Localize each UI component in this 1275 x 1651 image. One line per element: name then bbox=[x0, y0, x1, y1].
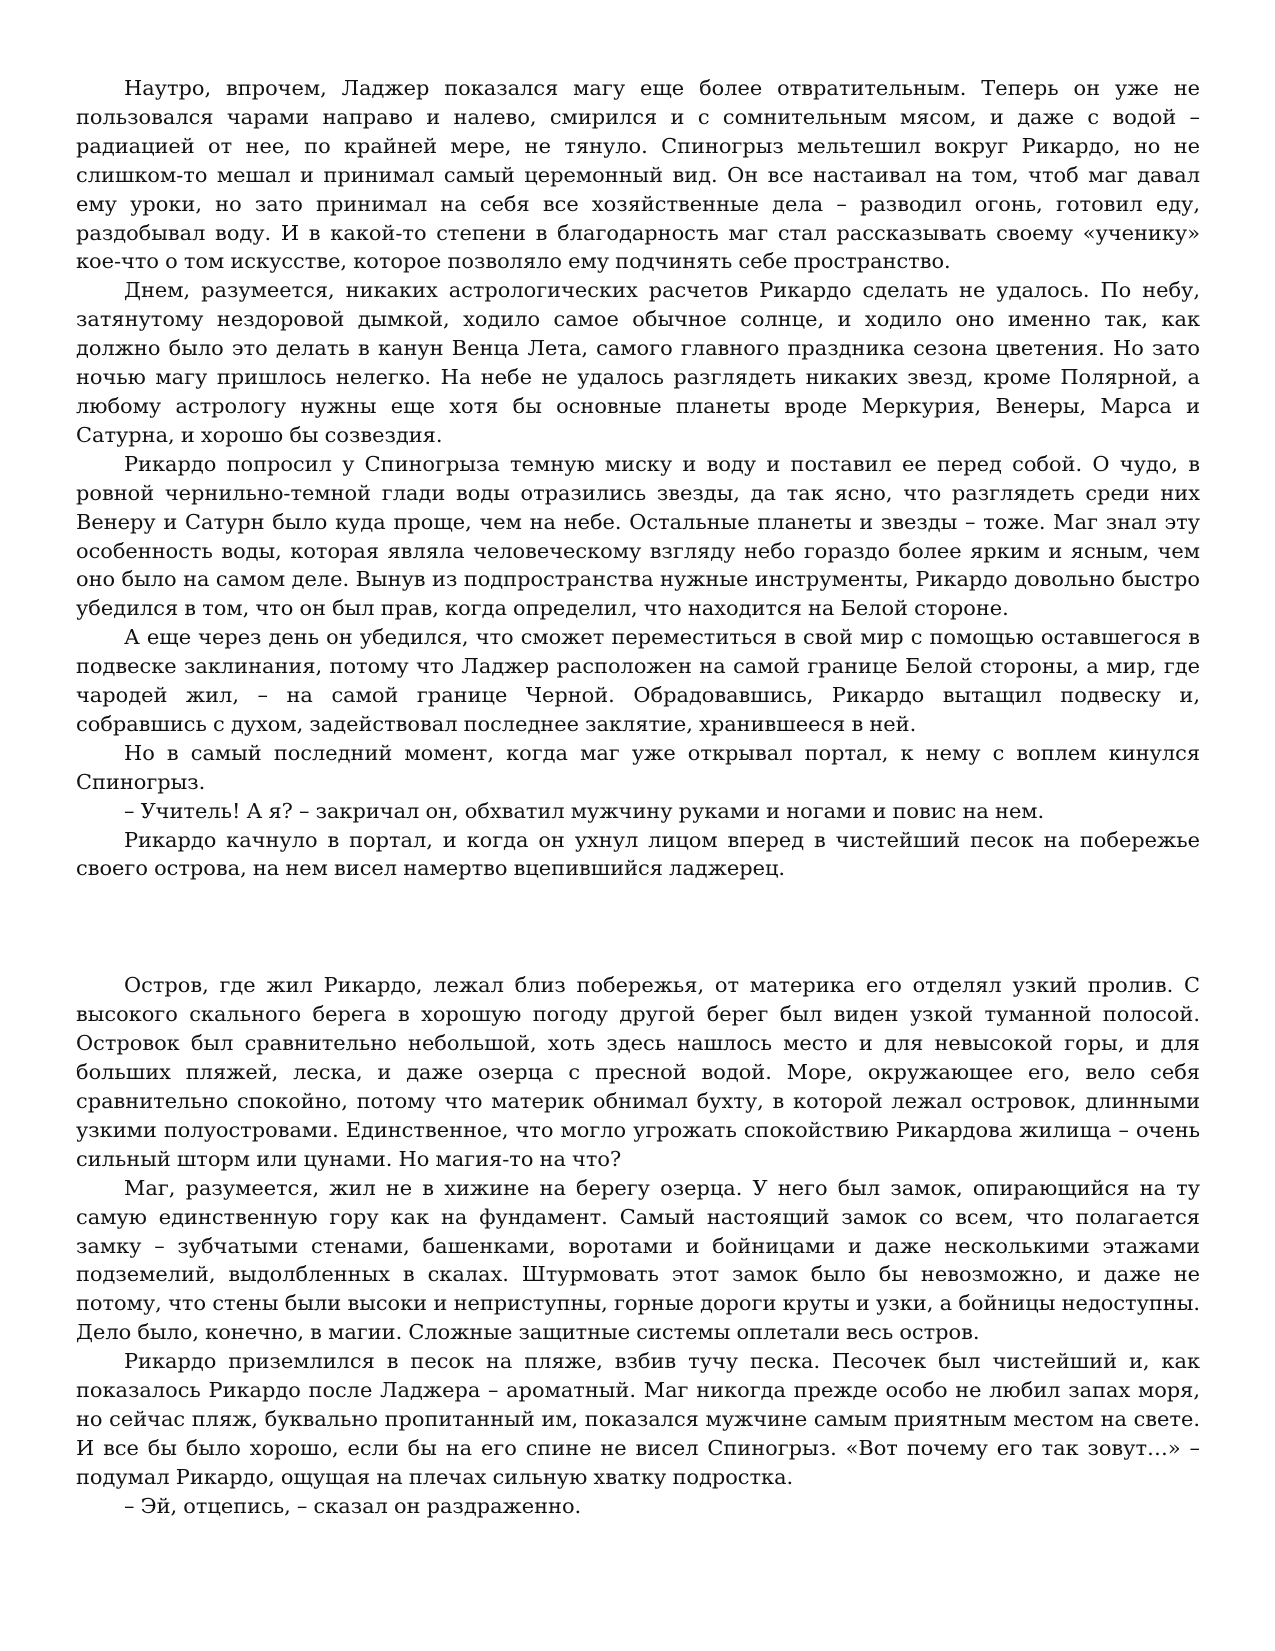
section-break bbox=[76, 883, 1200, 971]
paragraph: Рикардо попросил у Спиногрыза темную миску и воду и поставил ее перед собой. О чудо, в ровной чернильно-темной глади воды отразились звезды, да так ясно, что разглядеть среди них Венеру и Сатурн было куда проще, чем на небе. Остальные планеты и звезды – тоже. Маг знал эту особенность воды, которая являла человеческому взгляду небо гораздо более ярким и ясным, чем оно было на самом деле. Вынув из подпространства нужные инструменты, Рикардо довольно быстро убедился в том, что он был прав, когда определил, что находится на Белой стороне. bbox=[76, 451, 1200, 621]
text-section-2 bbox=[76, 971, 1200, 1520]
paragraph: Остров, где жил Рикардо, лежал близ побережья, от материка его отделял узкий пролив. С высокого скального берега в хорошую погоду другой берег был виден узкой туманной полосой. Островок был сравнительно небольшой, хоть здесь нашлось место и для невысокой горы, и для больших пляжей, леска, и даже озерца с пресной водой. Море, окружающее его, вело себя сравнительно спокойно, потому что материк обнимал бухту, в которой лежал островок, длинными узкими полуостровами. Единственное, что могло угрожать спокойствию Рикардова жилища – очень сильный шторм или цунами. Но магия-то на что? bbox=[76, 973, 1200, 1171]
book-page bbox=[76, 74, 1200, 1521]
paragraph: Маг, разумеется, жил не в хижине на берегу озерца. У него был замок, опирающийся на ту самую единственную гору как на фундамент. Самый настоящий замок со всем, что полагается замку – зубчатыми стенами, башенками, воротами и бойницами и даже несколькими этажами подземелий, выдолбленных в скалах. Штурмовать этот замок было бы невозможно, и даже не потому, что стены были высоки и неприступны, горные дороги круты и узки, а бойницы недоступны. Дело было, конечно, в магии. Сложные защитные системы оплетали весь остров. bbox=[76, 1175, 1200, 1345]
paragraph: Но в самый последний момент, когда маг уже открывал портал, к нему с воплем кинулся Спиногрыз. bbox=[76, 740, 1200, 794]
paragraph: Наутро, впрочем, Ладжер показался магу еще более отвратительным. Теперь он уже не пользовался чарами направо и налево, смирился и с сомнительным мясом, и даже с водой – радиацией от нее, по крайней мере, не тянуло. Спиногрыз мельтешил вокруг Рикардо, но не слишком-то мешал и принимал самый церемонный вид. Он все настаивал на том, чтоб маг давал ему уроки, но зато принимал на себя все хозяйственные дела – разводил огонь, готовил еду, раздобывал воду. И в какой-то степени в благодарность маг стал рассказывать своему «ученику» кое-что о том искусстве, которое позволяло ему подчинять себе пространство. bbox=[76, 76, 1200, 274]
dialogue-line: – Эй, отцепись, – сказал он раздраженно. bbox=[124, 1493, 582, 1518]
paragraph: Рикардо качнуло в портал, и когда он ухнул лицом вперед в чистейший песок на побережье своего острова, на нем висел намертво вцепившийся ладжерец. bbox=[76, 827, 1200, 881]
paragraph: А еще через день он убедился, что сможет переместиться в свой мир с помощью оставшегося в подвеске заклинания, потому что Ладжер расположен на самой границе Белой стороны, а мир, где чародей жил, – на самой границе Черной. Обрадовавшись, Рикардо вытащил подвеску и, собравшись с духом, задействовал последнее заклятие, хранившееся в ней. bbox=[76, 625, 1200, 736]
paragraph: Рикардо приземлился в песок на пляже, взбив тучу песка. Песочек был чистейший и, как показалось Рикардо после Ладжера – ароматный. Маг никогда прежде особо не любил запах моря, но сейчас пляж, буквально пропитанный им, показался мужчине самым приятным местом на свете. И все бы было хорошо, если бы на его спине не висел Спиногрыз. «Вот почему его так зовут…» – подумал Рикардо, ощущая на плечах сильную хватку подростка. bbox=[76, 1349, 1200, 1489]
paragraph: Днем, разумеется, никаких астрологических расчетов Рикардо сделать не удалось. По небу, затянутому нездоровой дымкой, ходило самое обычное солнце, и ходило оно именно так, как должно было это делать в канун Венца Лета, самого главного праздника сезона цветения. Но зато ночью магу пришлось нелегко. На небе не удалось разглядеть никаких звезд, кроме Полярной, а любому астрологу нужны еще хотя бы основные планеты вроде Меркурия, Венеры, Марса и Сатурна, и хорошо бы созвездия. bbox=[76, 278, 1200, 447]
text-section-1 bbox=[76, 74, 1200, 883]
dialogue-line: – Учитель! А я? – закричал он, обхватил мужчину руками и ногами и повис на нем. bbox=[124, 798, 1045, 823]
